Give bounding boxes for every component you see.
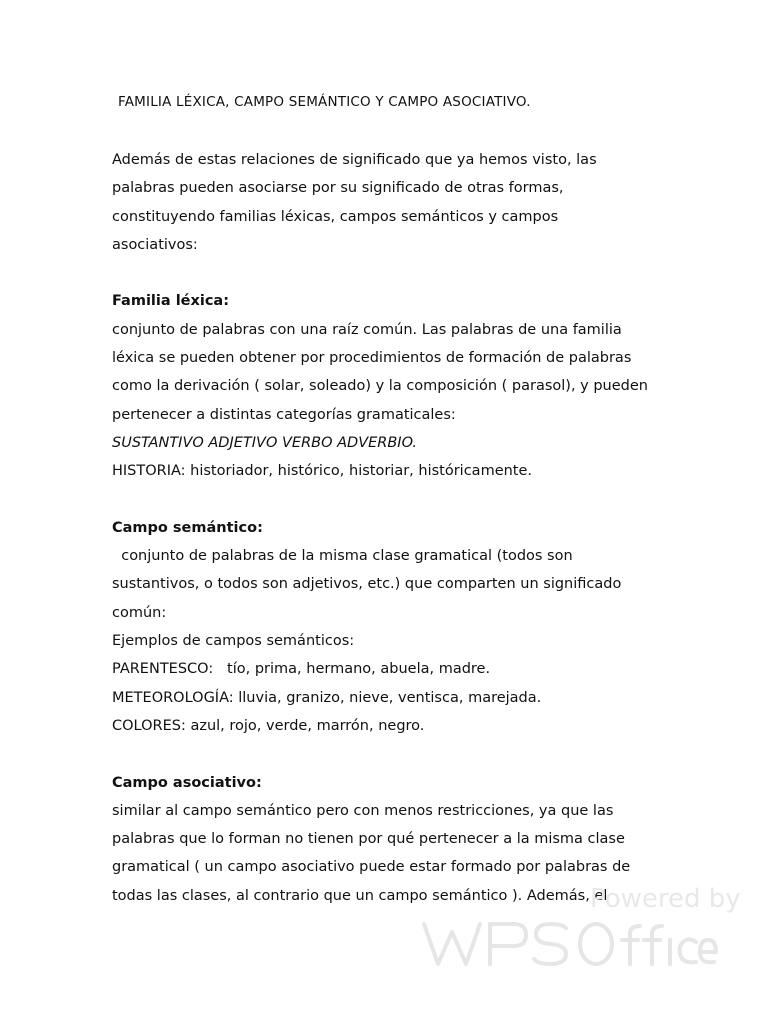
document-title: FAMILIA LÉXICA, CAMPO SEMÁNTICO Y CAMPO ASOCIATIVO. [118, 94, 531, 110]
asociativo-line: similar al campo semántico pero con menos restricciones, ya que las [112, 802, 614, 819]
semantico-line: común: [112, 604, 167, 621]
spacer [112, 740, 672, 768]
wps-office-logo-icon [418, 918, 718, 970]
familia-example: HISTORIA: historiador, histórico, historiar, históricamente. [112, 463, 533, 480]
intro-line: Además de estas relaciones de significado que ya hemos visto, las [112, 152, 597, 168]
spacer [112, 259, 672, 287]
semantico-line: conjunto de palabras de la misma clase gramatical (todos son [112, 548, 573, 565]
section-heading-asociativo: Campo asociativo: [112, 774, 262, 791]
section-heading-semantico: Campo semántico: [112, 519, 263, 536]
familia-line: conjunto de palabras con una raíz común. Las palabras de una familia [112, 321, 622, 338]
semantico-line: sustantivos, o todos son adjetivos, etc.) que comparten un significado [112, 576, 622, 593]
asociativo-line: palabras que lo forman no tienen por qué pertenecer a la misma clase [112, 831, 625, 848]
document-body [112, 146, 672, 910]
familia-line: pertenecer a distintas categorías gramaticales: [112, 406, 456, 423]
semantico-line: PARENTESCO: tío, prima, hermano, abuela, madre. [112, 661, 491, 678]
semantico-line: Ejemplos de campos semánticos: [112, 633, 355, 650]
section-heading-familia: Familia léxica: [112, 293, 229, 310]
familia-line: léxica se pueden obtener por procedimientos de formación de palabras [112, 350, 632, 367]
familia-line: como la derivación ( solar, soleado) y la composición ( parasol), y pueden [112, 378, 648, 395]
asociativo-line: todas las clases, al contrario que un campo semántico ). Además, el [112, 887, 608, 904]
watermark-powered-by: Powered by [590, 884, 741, 914]
spacer [112, 486, 672, 514]
intro-line: palabras pueden asociarse por su significado de otras formas, [112, 180, 564, 197]
asociativo-line: gramatical ( un campo asociativo puede estar formado por palabras de [112, 859, 631, 876]
semantico-line: COLORES: azul, rojo, verde, marrón, negro. [112, 717, 425, 734]
intro-line: asociativos: [112, 236, 198, 253]
intro-line: constituyendo familias léxicas, campos semánticos y campos [112, 208, 559, 225]
familia-categories: SUSTANTIVO ADJETIVO VERBO ADVERBIO. [112, 434, 418, 451]
semantico-line: METEOROLOGÍA: lluvia, granizo, nieve, ventisca, marejada. [112, 689, 542, 706]
